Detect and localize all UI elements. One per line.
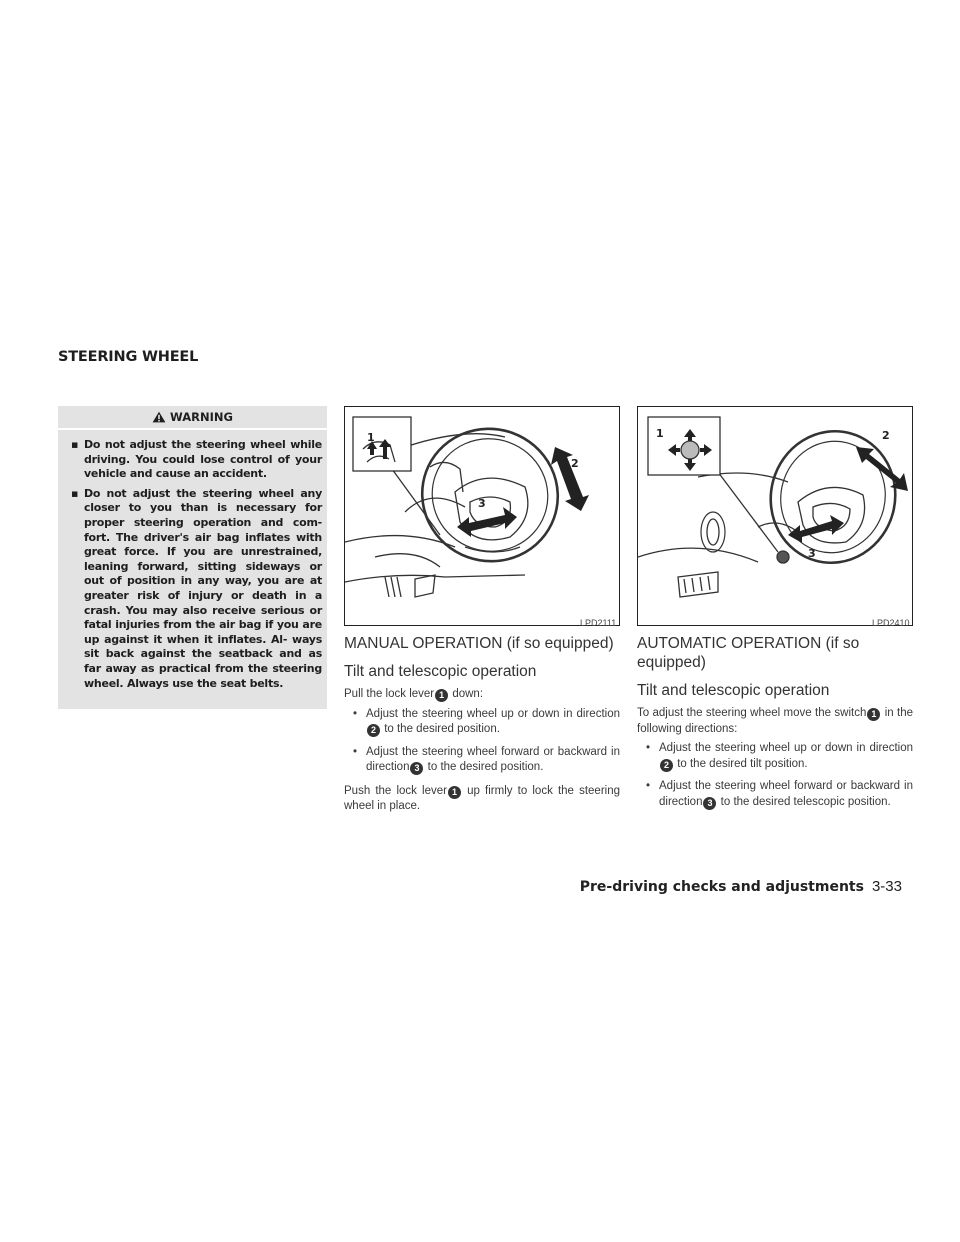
warning-item <box>71 438 322 482</box>
warning-text: Do not adjust the steering wheel any closer to you than is necessary for proper steering operation and com- fort. The driver's air bag inflates with great force. If you are unrestrained, leaning forward, sitting sideways or out of position in any way, you are at greater risk of injury or death in a crash. You may also receive serious or fatal injuries from the air bag if you are up against it when it inflates. Al- ways sit back against the seatback and as far away as practical from the steering wheel. Always use the seat belts. <box>84 486 322 690</box>
callout-number: 2 <box>660 759 673 772</box>
text: Push the lock lever <box>344 784 447 797</box>
figure-manual-steering <box>344 406 620 626</box>
automatic-steering-illustration <box>638 407 912 625</box>
text: to the desired tilt position. <box>677 757 808 770</box>
label-2: 2 <box>571 457 579 470</box>
text: down: <box>452 688 484 700</box>
text: Adjust the steering wheel up or down in direction <box>366 707 620 720</box>
page-number: 3-33 <box>871 878 902 895</box>
section-title: STEERING WHEEL <box>58 349 199 365</box>
callout-number: 3 <box>410 762 423 775</box>
label-1: 1 <box>656 427 664 440</box>
page-footer <box>580 878 902 895</box>
text: Pull the lock lever <box>344 688 435 700</box>
list-item <box>637 779 913 810</box>
text: to the desired position. <box>384 723 500 735</box>
text: Adjust the steering wheel up or down in direction <box>659 742 913 754</box>
text: to the desired telescopic position. <box>720 795 891 808</box>
figure-code-right: LPD2410 <box>872 618 910 628</box>
manual-outro <box>344 784 620 815</box>
manual-subheading: Tilt and telescopic operation <box>344 663 537 680</box>
label-1: 1 <box>367 431 375 444</box>
text: to the desired position. <box>427 761 544 773</box>
bullet: • <box>646 742 651 754</box>
warning-header <box>58 406 327 430</box>
warning-box <box>58 406 327 709</box>
callout-number: 1 <box>448 786 461 799</box>
manual-operation-section <box>344 634 620 819</box>
text: To adjust the steering wheel move the switch <box>637 707 867 719</box>
automatic-intro <box>637 706 913 737</box>
list-item <box>344 707 620 738</box>
manual-heading: MANUAL OPERATION (if so equipped) <box>344 635 614 652</box>
text: Adjust the steering wheel forward or backward in direction <box>366 745 620 773</box>
callout-number: 1 <box>867 708 880 721</box>
warning-triangle-icon <box>152 411 166 423</box>
bullet: • <box>353 745 358 758</box>
callout-number: 1 <box>435 689 448 702</box>
list-item <box>637 741 913 772</box>
bullet: ▪ <box>71 438 79 451</box>
warning-item <box>71 487 322 691</box>
callout-number: 2 <box>367 724 380 737</box>
automatic-heading: AUTOMATIC OPERATION (if so equipped) <box>637 635 860 671</box>
bullet: ▪ <box>71 486 79 500</box>
label-3: 3 <box>808 547 816 560</box>
automatic-subheading: Tilt and telescopic operation <box>637 682 830 699</box>
chapter-title: Pre-driving checks and adjustments <box>579 879 864 895</box>
manual-steering-illustration <box>345 407 619 625</box>
text: Adjust the steering wheel forward or backward in direction <box>659 780 913 808</box>
warning-text: Do not adjust the steering wheel while driving. You could lose control of your vehicle and cause an accident. <box>84 438 322 481</box>
text: up firmly to lock the steering wheel in place. <box>344 784 620 812</box>
warning-list <box>58 430 327 691</box>
automatic-bullets <box>637 741 913 810</box>
manual-bullets <box>344 707 620 776</box>
label-2: 2 <box>882 429 890 442</box>
label-3: 3 <box>478 497 486 510</box>
callout-number: 3 <box>703 797 716 810</box>
figure-code-left: LPD2111 <box>580 618 617 628</box>
bullet: • <box>646 780 651 792</box>
bullet: • <box>353 707 358 720</box>
text: in the following directions: <box>637 707 913 735</box>
automatic-operation-section <box>637 634 913 818</box>
manual-intro <box>344 687 620 703</box>
warning-heading: WARNING <box>170 410 233 424</box>
list-item <box>344 745 620 776</box>
figure-automatic-steering <box>637 406 913 626</box>
